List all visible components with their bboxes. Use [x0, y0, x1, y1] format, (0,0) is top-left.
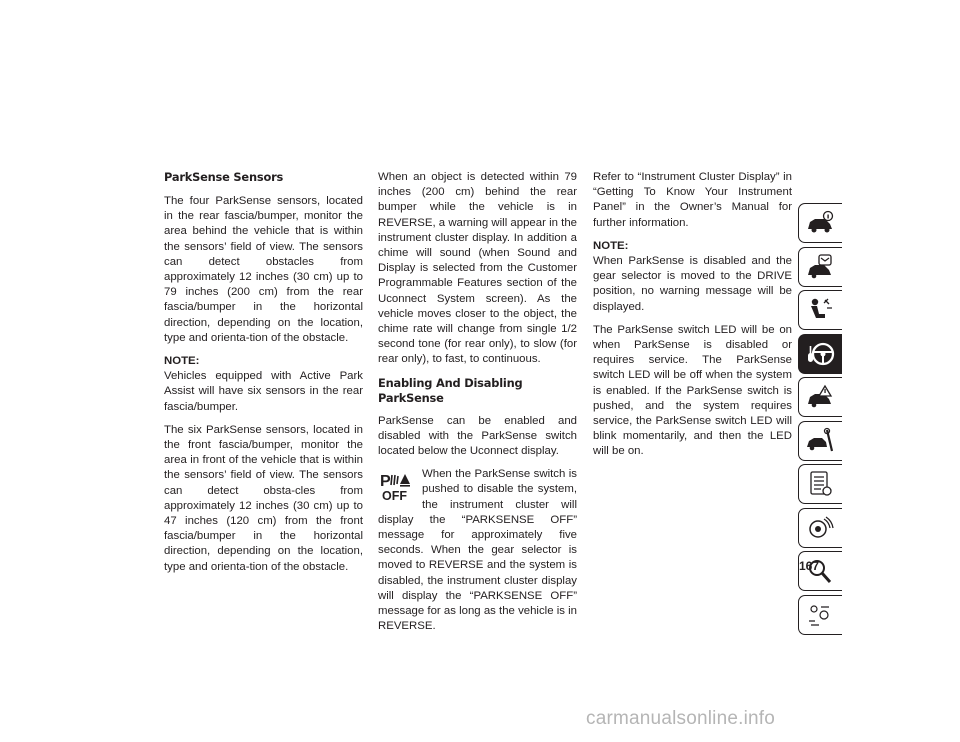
note-text: Vehicles equipped with Active Park Assist will have six sensors in the rear fascia/bumper. [164, 370, 363, 413]
checklist-icon [805, 470, 835, 498]
paragraph: The six ParkSense sensors, located in the front fascia/bumper, monitor the area in front of the vehicle that is within the sensors’ field of view. The sensors can detect obsta-cles from approximately 12 inches (30 cm) up to 47 inches (120 cm) from the front fascia/bumper in the horizontal direction, depending on the location, type and orienta-tion of the obstacle. [164, 423, 363, 573]
column-3 [593, 170, 792, 468]
tab-technical-specs[interactable] [798, 464, 842, 504]
car-info-icon [805, 209, 835, 237]
car-key-icon [805, 253, 835, 281]
tab-emergency[interactable] [798, 377, 842, 417]
paragraph: ParkSense can be enabled and disabled with the ParkSense switch located below the Uconnect display. [378, 414, 577, 458]
language-icon [805, 601, 835, 629]
airbag-seat-icon [805, 296, 835, 324]
parksense-off-icon [378, 469, 414, 503]
note-label: NOTE: [164, 355, 200, 368]
note [164, 354, 363, 415]
watermark: carmanualsonline.info [586, 708, 776, 729]
tab-language[interactable] [798, 595, 842, 635]
paragraph: The four ParkSense sensors, located in the rear fascia/bumper, monitor the area behind the vehicle that is within the sensors’ field of view. The sensors can detect obstacles from approximately 12 inches (30 cm) up to 79 inches (200 cm) from the rear fascia/bumper in the horizontal direction, depending on the location, type and orienta-tion of the obstacle. [164, 195, 363, 344]
service-wrench-icon [805, 427, 835, 455]
parksense-off-icon-graphic [378, 469, 414, 503]
tab-multimedia[interactable] [798, 508, 842, 548]
note [593, 239, 792, 315]
note-text: When ParkSense is disabled and the gear selector is moved to the DRIVE position, no warning message will be displayed. [593, 255, 792, 313]
paragraph: When the ParkSense switch is pushed to disable the system, the instrument cluster will display the “PARKSENSE OFF” message for approximately five seconds. When the gear selector is moved to REVERSE and the system is disabled, the instrument cluster display will display the “PARKSENSE OFF” message for as long as the vehicle is in REVERSE. [378, 468, 577, 633]
svg-text:P: P [380, 473, 391, 491]
paragraph: The ParkSense switch LED will be on when ParkSense is disabled or requires service. The ParkSense switch LED will be off when the system is enabled. If the ParkSense switch is pushed, and the system requires service, the ParkSense switch LED will blink momentarily, and then the LED will be on. [593, 323, 792, 458]
tab-getting-to-know[interactable] [798, 247, 842, 287]
paragraph: When an object is detected within 79 inches (200 cm) behind the rear bumper while the vehicle is in REVERSE, a warning will appear in the instrument cluster display. In addition a chime will sound (when Sound and Display is selected from the Customer Programmable Features section of the Uconnect System screen). As the vehicle moves closer to the object, the chime rate will change from single 1/2 second tone (for rear only), to slow (for rear only), to fast, to continuous. [378, 171, 577, 366]
column-2 [378, 170, 577, 642]
page-number: 167 [798, 559, 820, 573]
steering-wheel-icon [805, 340, 835, 368]
multimedia-icon [805, 514, 835, 542]
section-heading-parksense-sensors: ParkSense Sensors [164, 170, 284, 184]
parksense-off-label: OFF [382, 489, 407, 504]
paragraph: Refer to “Instrument Cluster Display” in “Getting To Know Your Instrument Panel” in the Owner’s Manual for further information. [593, 171, 792, 229]
tab-starting-operating[interactable] [798, 334, 842, 374]
tab-safety[interactable] [798, 290, 842, 330]
section-heading-enabling-disabling: Enabling And Disabling ParkSense [378, 375, 523, 405]
note-label: NOTE: [593, 239, 629, 252]
tab-servicing[interactable] [798, 421, 842, 461]
column-1 [164, 170, 363, 583]
tab-vehicle-info[interactable] [798, 203, 842, 243]
warning-car-icon [805, 383, 835, 411]
